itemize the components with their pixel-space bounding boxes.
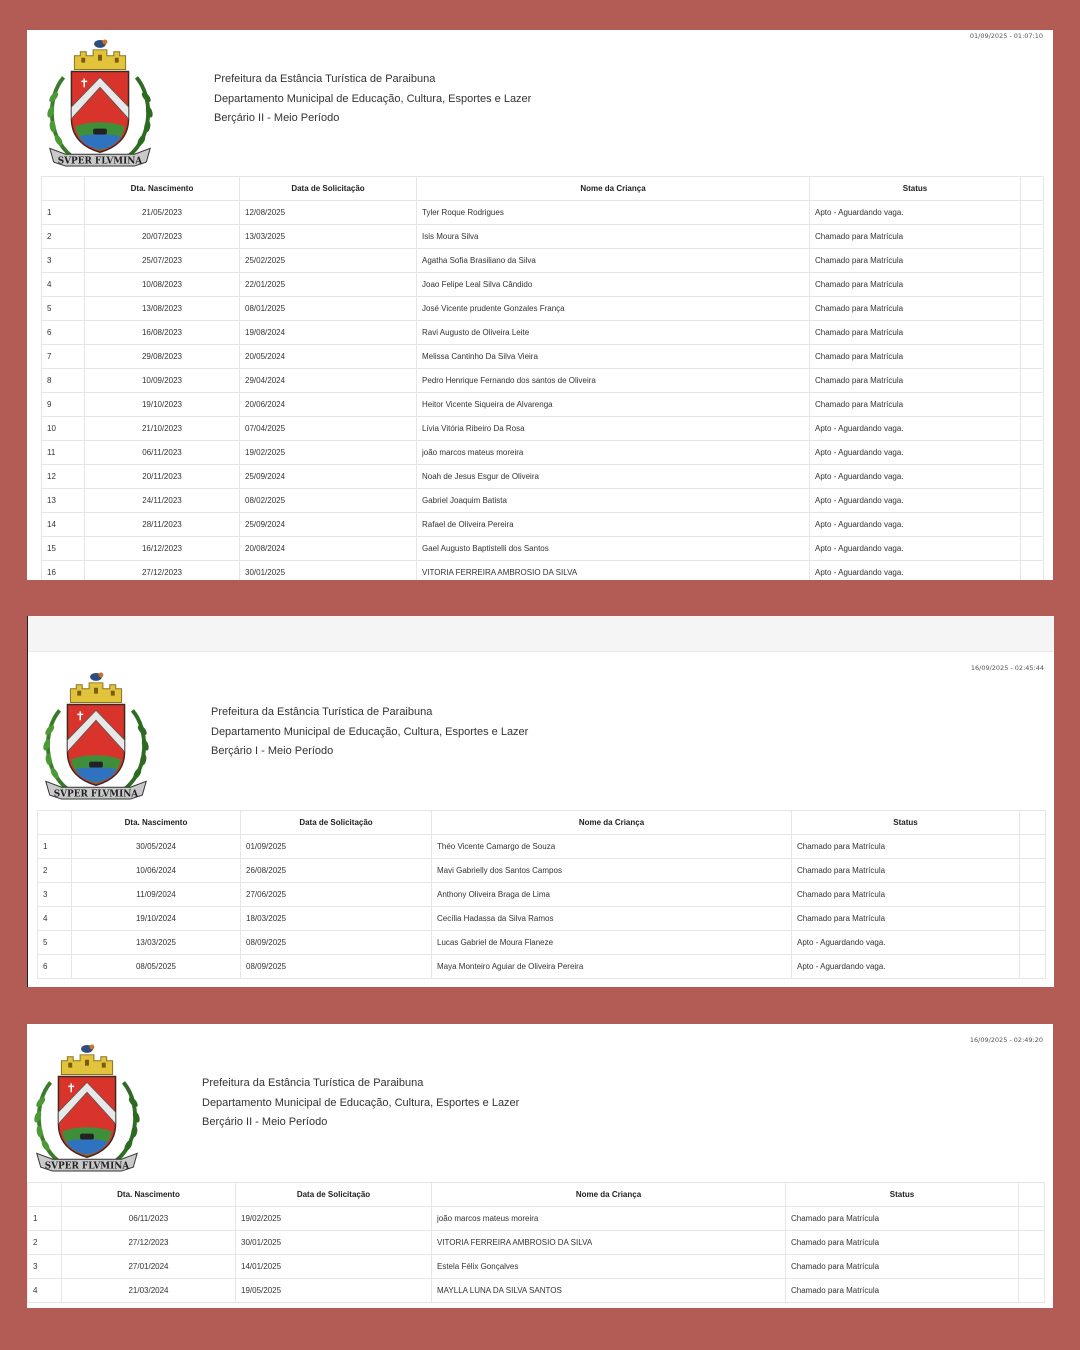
col-birth-date: Dta. Nascimento [72,811,241,835]
row-extra [1021,225,1044,249]
child-name: Maya Monteiro Aguiar de Oliveira Pereira [432,955,792,979]
birth-date: 13/03/2025 [72,931,241,955]
municipal-crest-icon [28,1043,146,1173]
request-date: 30/01/2025 [240,561,417,581]
row-index: 14 [42,513,85,537]
child-name: Agatha Sofia Brasiliano da Silva [417,249,810,273]
row-index: 10 [42,417,85,441]
top-bar [28,616,1054,652]
child-name: Isis Moura Silva [417,225,810,249]
row-extra [1021,297,1044,321]
request-date: 18/03/2025 [241,907,432,931]
child-name: Melissa Cantinho Da Silva Vieira [417,345,810,369]
request-date: 20/06/2024 [240,393,417,417]
crest-motto: SVPER FLVMINA [44,1161,130,1172]
row-index: 3 [38,883,72,907]
birth-date: 25/07/2023 [85,249,240,273]
row-index: 4 [38,907,72,931]
birth-date: 21/10/2023 [85,417,240,441]
table-row [38,883,1046,907]
birth-date: 11/09/2024 [72,883,241,907]
request-date: 08/09/2025 [241,955,432,979]
crest-motto: SVPER FLVMINA [53,789,139,800]
row-extra [1019,1231,1045,1255]
department-name: Departamento Municipal de Educação, Cultura, Esportes e Lazer [202,1096,520,1109]
status: Apto - Aguardando vaga. [810,513,1021,537]
row-extra [1021,201,1044,225]
row-extra [1021,345,1044,369]
table-row [42,417,1044,441]
row-index: 1 [42,201,85,225]
row-extra [1020,883,1046,907]
row-index: 2 [28,1231,62,1255]
municipality-name: Prefeitura da Estância Turística de Paraibuna [202,1077,424,1089]
row-extra [1019,1279,1045,1303]
table-row [42,273,1044,297]
col-status: Status [786,1183,1019,1207]
status: Apto - Aguardando vaga. [810,465,1021,489]
table-header-row [28,1183,1045,1207]
col-extra [1020,811,1046,835]
status: Chamado para Matrícula [792,859,1020,883]
municipal-crest-icon [41,38,159,168]
row-index: 12 [42,465,85,489]
table-row [42,369,1044,393]
row-index: 1 [28,1207,62,1231]
col-request-date: Data de Solicitação [236,1183,432,1207]
child-name: Gabriel Joaquim Batista [417,489,810,513]
row-index: 4 [42,273,85,297]
birth-date: 20/11/2023 [85,465,240,489]
table-row [42,513,1044,537]
birth-date: 10/09/2023 [85,369,240,393]
request-date: 25/09/2024 [240,465,417,489]
col-extra [1019,1183,1045,1207]
municipality-name: Prefeitura da Estância Turística de Paraibuna [211,706,433,718]
table-header-row [38,811,1046,835]
row-index: 6 [42,321,85,345]
table-row [42,441,1044,465]
request-date: 20/05/2024 [240,345,417,369]
request-date: 19/08/2024 [240,321,417,345]
table-row [38,859,1046,883]
birth-date: 08/05/2025 [72,955,241,979]
waiting-list-table [41,176,1044,580]
child-name: Rafael de Oliveira Pereira [417,513,810,537]
row-index: 16 [42,561,85,581]
row-index: 7 [42,345,85,369]
status: Chamado para Matrícula [810,249,1021,273]
row-index: 4 [28,1279,62,1303]
child-name: joão marcos mateus moreira [432,1207,786,1231]
row-index: 9 [42,393,85,417]
child-name: Lucas Gabriel de Moura Flaneze [432,931,792,955]
waiting-list-panel-3 [27,1024,1053,1308]
row-index: 2 [42,225,85,249]
row-index: 5 [42,297,85,321]
col-child-name: Nome da Criança [417,177,810,201]
status: Apto - Aguardando vaga. [810,417,1021,441]
status: Chamado para Matrícula [786,1231,1019,1255]
child-name: Heitor Vicente Siqueira de Alvarenga [417,393,810,417]
request-date: 13/03/2025 [240,225,417,249]
row-extra [1021,465,1044,489]
request-date: 01/09/2025 [241,835,432,859]
birth-date: 30/05/2024 [72,835,241,859]
child-name: Gael Augusto Baptistelli dos Santos [417,537,810,561]
child-name: VITORIA FERREIRA AMBROSIO DA SILVA [432,1231,786,1255]
row-extra [1021,417,1044,441]
table-row [42,489,1044,513]
status: Chamado para Matrícula [792,883,1020,907]
birth-date: 10/08/2023 [85,273,240,297]
child-name: Tyler Roque Rodrigues [417,201,810,225]
row-extra [1021,393,1044,417]
row-extra [1021,561,1044,581]
child-name: José Vicente prudente Gonzales França [417,297,810,321]
child-name: Noah de Jesus Esgur de Oliveira [417,465,810,489]
row-index: 1 [38,835,72,859]
table-row [42,465,1044,489]
row-extra [1020,931,1046,955]
birth-date: 19/10/2023 [85,393,240,417]
status: Apto - Aguardando vaga. [810,561,1021,581]
birth-date: 27/12/2023 [85,561,240,581]
col-index [42,177,85,201]
request-date: 07/04/2025 [240,417,417,441]
row-index: 5 [38,931,72,955]
col-request-date: Data de Solicitação [241,811,432,835]
birth-date: 10/06/2024 [72,859,241,883]
waiting-list-table [27,1182,1045,1303]
birth-date: 06/11/2023 [62,1207,236,1231]
child-name: joão marcos mateus moreira [417,441,810,465]
status: Chamado para Matrícula [810,273,1021,297]
row-extra [1021,513,1044,537]
table-row [28,1279,1045,1303]
row-extra [1021,369,1044,393]
table-row [42,225,1044,249]
col-birth-date: Dta. Nascimento [62,1183,236,1207]
row-extra [1019,1207,1045,1231]
birth-date: 20/07/2023 [85,225,240,249]
request-date: 27/06/2025 [241,883,432,907]
request-date: 08/01/2025 [240,297,417,321]
birth-date: 27/12/2023 [62,1231,236,1255]
status: Chamado para Matrícula [810,225,1021,249]
birth-date: 28/11/2023 [85,513,240,537]
request-date: 19/05/2025 [236,1279,432,1303]
request-date: 29/04/2024 [240,369,417,393]
request-date: 25/02/2025 [240,249,417,273]
department-name: Departamento Municipal de Educação, Cultura, Esportes e Lazer [211,725,529,738]
table-row [42,321,1044,345]
birth-date: 24/11/2023 [85,489,240,513]
status: Apto - Aguardando vaga. [810,489,1021,513]
status: Chamado para Matrícula [786,1255,1019,1279]
table-header-row [42,177,1044,201]
table-row [28,1231,1045,1255]
table-row [42,297,1044,321]
status: Chamado para Matrícula [810,393,1021,417]
request-date: 19/02/2025 [236,1207,432,1231]
table-row [42,537,1044,561]
table-row [28,1255,1045,1279]
birth-date: 21/05/2023 [85,201,240,225]
table-row [38,907,1046,931]
request-date: 19/02/2025 [240,441,417,465]
municipality-name: Prefeitura da Estância Turística de Paraibuna [214,73,436,85]
birth-date: 21/03/2024 [62,1279,236,1303]
col-request-date: Data de Solicitação [240,177,417,201]
row-extra [1020,907,1046,931]
request-date: 12/08/2025 [240,201,417,225]
row-extra [1021,249,1044,273]
table-row [28,1207,1045,1231]
table-row [38,835,1046,859]
birth-date: 13/08/2023 [85,297,240,321]
request-date: 25/09/2024 [240,513,417,537]
child-name: Ravi Augusto de Oliveira Leite [417,321,810,345]
status: Chamado para Matrícula [792,835,1020,859]
row-index: 11 [42,441,85,465]
child-name: VITORIA FERREIRA AMBROSIO DA SILVA [417,561,810,581]
document-header [211,703,528,762]
row-extra [1021,489,1044,513]
status: Chamado para Matrícula [792,907,1020,931]
child-name: Joao Felipe Leal Silva Cândido [417,273,810,297]
child-name: Anthony Oliveira Braga de Lima [432,883,792,907]
request-date: 30/01/2025 [236,1231,432,1255]
child-name: Estela Félix Gonçalves [432,1255,786,1279]
col-child-name: Nome da Criança [432,811,792,835]
row-extra [1020,955,1046,979]
status: Chamado para Matrícula [810,345,1021,369]
table-row [42,201,1044,225]
child-name: Pedro Henrique Fernando dos santos de Oliveira [417,369,810,393]
status: Apto - Aguardando vaga. [810,441,1021,465]
row-extra [1021,537,1044,561]
request-date: 20/08/2024 [240,537,417,561]
class-name: Berçário I - Meio Período [211,745,334,757]
municipal-crest-icon [37,671,155,801]
request-date: 26/08/2025 [241,859,432,883]
row-index: 2 [38,859,72,883]
col-child-name: Nome da Criança [432,1183,786,1207]
waiting-list-panel-2 [27,616,1054,987]
status: Chamado para Matrícula [810,321,1021,345]
status: Chamado para Matrícula [810,297,1021,321]
row-index: 13 [42,489,85,513]
row-index: 6 [38,955,72,979]
child-name: MAYLLA LUNA DA SILVA SANTOS [432,1279,786,1303]
document-header [214,70,531,129]
col-index [38,811,72,835]
department-name: Departamento Municipal de Educação, Cultura, Esportes e Lazer [214,92,532,105]
col-birth-date: Dta. Nascimento [85,177,240,201]
row-extra [1020,835,1046,859]
birth-date: 06/11/2023 [85,441,240,465]
child-name: Lívia Vitória Ribeiro Da Rosa [417,417,810,441]
col-status: Status [810,177,1021,201]
waiting-list-table [37,810,1046,979]
status: Apto - Aguardando vaga. [810,537,1021,561]
status: Chamado para Matrícula [786,1207,1019,1231]
child-name: Théo Vicente Camargo de Souza [432,835,792,859]
table-row [38,955,1046,979]
status: Apto - Aguardando vaga. [792,955,1020,979]
request-date: 22/01/2025 [240,273,417,297]
print-timestamp: 16/09/2025 - 02:45:44 [970,664,1044,672]
child-name: Cecília Hadassa da Silva Ramos [432,907,792,931]
status: Chamado para Matrícula [810,369,1021,393]
row-extra [1021,321,1044,345]
class-name: Berçário II - Meio Período [214,112,340,124]
table-row [42,561,1044,581]
table-row [42,345,1044,369]
row-index: 15 [42,537,85,561]
print-timestamp: 16/09/2025 - 02:49:20 [969,1036,1043,1044]
row-index: 3 [42,249,85,273]
birth-date: 19/10/2024 [72,907,241,931]
row-index: 3 [28,1255,62,1279]
birth-date: 27/01/2024 [62,1255,236,1279]
row-index: 8 [42,369,85,393]
request-date: 08/02/2025 [240,489,417,513]
table-row [38,931,1046,955]
crest-motto: SVPER FLVMINA [57,156,143,167]
child-name: Mavi Gabrielly dos Santos Campos [432,859,792,883]
status: Apto - Aguardando vaga. [792,931,1020,955]
birth-date: 16/12/2023 [85,537,240,561]
status: Chamado para Matrícula [786,1279,1019,1303]
waiting-list-panel-1 [27,30,1053,580]
row-extra [1021,441,1044,465]
table-row [42,249,1044,273]
birth-date: 29/08/2023 [85,345,240,369]
row-extra [1019,1255,1045,1279]
col-index [28,1183,62,1207]
status: Apto - Aguardando vaga. [810,201,1021,225]
request-date: 14/01/2025 [236,1255,432,1279]
document-header [202,1074,519,1133]
table-row [42,393,1044,417]
birth-date: 16/08/2023 [85,321,240,345]
row-extra [1021,273,1044,297]
row-extra [1020,859,1046,883]
col-extra [1021,177,1044,201]
request-date: 08/09/2025 [241,931,432,955]
class-name: Berçário II - Meio Período [202,1116,328,1128]
col-status: Status [792,811,1020,835]
print-timestamp: 01/09/2025 - 01:07:10 [969,32,1043,40]
